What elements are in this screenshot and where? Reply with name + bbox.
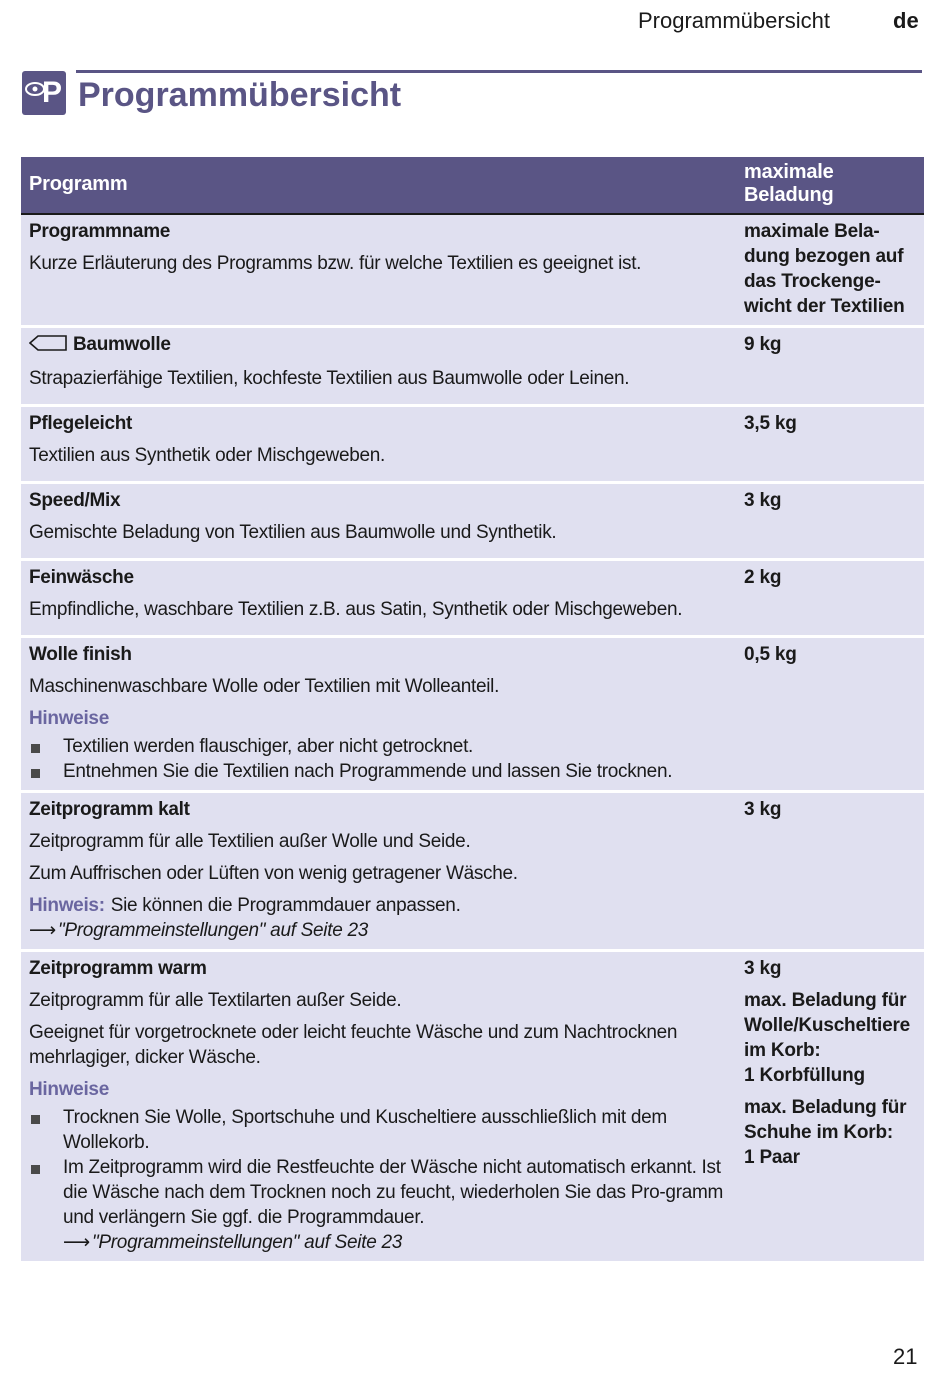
- load-text-line: Wolle/Kuscheltiere: [744, 1015, 911, 1036]
- hint-line: [29, 893, 728, 918]
- load-text-line: 1 Korbfüllung: [744, 1065, 865, 1086]
- running-header-language: de: [893, 8, 919, 33]
- load-cell: [736, 952, 924, 1264]
- load-cell: 3,5 kg: [736, 407, 924, 484]
- cotton-icon: [29, 334, 67, 359]
- program-description: Geeignet für vorgetrocknete oder leicht feuchte Wäsche und zum Nachtrocknen mehrlagiger, dicker Wäsche.: [29, 1022, 678, 1068]
- program-description: Zum Auffrischen oder Lüften von wenig getragener Wäsche.: [29, 863, 518, 884]
- program-name: Wolle finish: [29, 644, 132, 665]
- hint-item: Textilien werden flauschiger, aber nicht getrocknet.: [29, 734, 728, 759]
- hint-label: Hinweis:: [29, 895, 105, 916]
- page-number: 21: [893, 1344, 918, 1369]
- program-cell: [21, 638, 736, 793]
- program-cell: [21, 407, 736, 484]
- program-description: Gemischte Beladung von Textilien aus Baumwolle und Synthetik.: [29, 522, 557, 543]
- program-description: Zeitprogramm für alle Textilien außer Wolle und Seide.: [29, 831, 471, 852]
- page-reference-text: "Programmeinstellungen" auf Seite 23: [57, 920, 368, 941]
- program-overview-icon: [22, 71, 66, 115]
- table-row: [21, 638, 924, 793]
- hint-item: Entnehmen Sie die Textilien nach Programmende und lassen Sie trocknen.: [29, 759, 728, 784]
- program-name: Baumwolle: [73, 334, 171, 355]
- program-name: Pflegeleicht: [29, 413, 133, 434]
- hint-text: Sie können die Programmdauer anpassen.: [110, 895, 461, 916]
- program-description: Kurze Erläuterung des Programms bzw. für welche Textilien es geeignet ist.: [29, 253, 642, 274]
- column-header-max-load: maximale Beladung: [736, 157, 924, 215]
- hints-title: Hinweise: [29, 708, 109, 729]
- table-row: [21, 793, 924, 952]
- program-description: Strapazierfähige Textilien, kochfeste Textilien aus Baumwolle oder Leinen.: [29, 368, 630, 389]
- load-cell: 3 kg: [736, 484, 924, 561]
- load-cell: 9 kg: [736, 328, 924, 407]
- load-text-line: dung bezogen auf: [744, 246, 904, 267]
- table-row: [21, 215, 924, 328]
- program-table: [21, 157, 924, 1264]
- page-title: Programmübersicht: [78, 76, 402, 114]
- load-cell: [736, 215, 924, 328]
- running-header-section: Programmübersicht: [638, 8, 830, 33]
- load-note-shoes: [744, 1095, 916, 1170]
- program-cell: [21, 328, 736, 407]
- title-rule: [76, 70, 922, 73]
- program-description: Maschinenwaschbare Wolle oder Textilien mit Wolleanteil.: [29, 676, 500, 697]
- page-reference-link[interactable]: [29, 918, 728, 943]
- hint-item: Im Zeitprogramm wird die Restfeuchte der Wäsche nicht automatisch erkannt. Ist die Wäsche nach dem Trocknen noch zu feucht, wiederholen Sie das Pro-gramm und verlängern Sie ggf. die Programmdauer.: [29, 1155, 728, 1230]
- program-name: Feinwäsche: [29, 567, 134, 588]
- load-text-line: im Korb:: [744, 1040, 821, 1061]
- program-name: Programmname: [29, 221, 171, 242]
- program-cell: [21, 793, 736, 952]
- program-description: Textilien aus Synthetik oder Mischgeweben.: [29, 445, 385, 466]
- table-header-row: [21, 157, 924, 215]
- hints-list: [29, 1105, 728, 1230]
- program-cell: [21, 952, 736, 1264]
- page-reference-text: "Programmeinstellungen" auf Seite 23: [91, 1232, 402, 1253]
- program-description: Empfindliche, waschbare Textilien z.B. aus Satin, Synthetik oder Mischgeweben.: [29, 599, 683, 620]
- program-description: Zeitprogramm für alle Textilarten außer Seide.: [29, 990, 402, 1011]
- table-row: [21, 328, 924, 407]
- table-row: [21, 561, 924, 638]
- load-cell: 3 kg: [736, 793, 924, 952]
- hints-title: Hinweise: [29, 1079, 109, 1100]
- arrow-right-icon: ⟶: [29, 920, 56, 941]
- load-cell: 2 kg: [736, 561, 924, 638]
- hint-item: Trocknen Sie Wolle, Sportschuhe und Kuscheltiere ausschließlich mit dem Wollekorb.: [29, 1105, 728, 1155]
- table-row: [21, 952, 924, 1264]
- load-text-line: max. Beladung für: [744, 1097, 907, 1118]
- program-cell: [21, 561, 736, 638]
- program-overview-icon-letter: P: [42, 76, 63, 109]
- program-name-line: [29, 332, 728, 359]
- load-text-line: Schuhe im Korb:: [744, 1122, 894, 1143]
- table-row: [21, 484, 924, 561]
- hints-list: [29, 734, 728, 784]
- column-header-program: Programm: [21, 157, 736, 215]
- load-text-line: wicht der Textilien: [744, 296, 905, 317]
- arrow-right-icon: ⟶: [63, 1232, 90, 1253]
- program-name: Speed/Mix: [29, 490, 121, 511]
- load-text: 3 kg: [744, 958, 782, 979]
- load-text-line: 1 Paar: [744, 1147, 800, 1168]
- page-reference-link[interactable]: [29, 1230, 728, 1255]
- load-text-line: das Trockenge-: [744, 271, 881, 292]
- load-note-wool: [744, 988, 916, 1088]
- load-text-line: maximale Bela-: [744, 221, 880, 242]
- program-cell: [21, 215, 736, 328]
- load-text-line: max. Beladung für: [744, 990, 907, 1011]
- program-cell: [21, 484, 736, 561]
- program-name: Zeitprogramm kalt: [29, 799, 190, 820]
- table-row: [21, 407, 924, 484]
- program-name: Zeitprogramm warm: [29, 958, 207, 979]
- load-cell: 0,5 kg: [736, 638, 924, 793]
